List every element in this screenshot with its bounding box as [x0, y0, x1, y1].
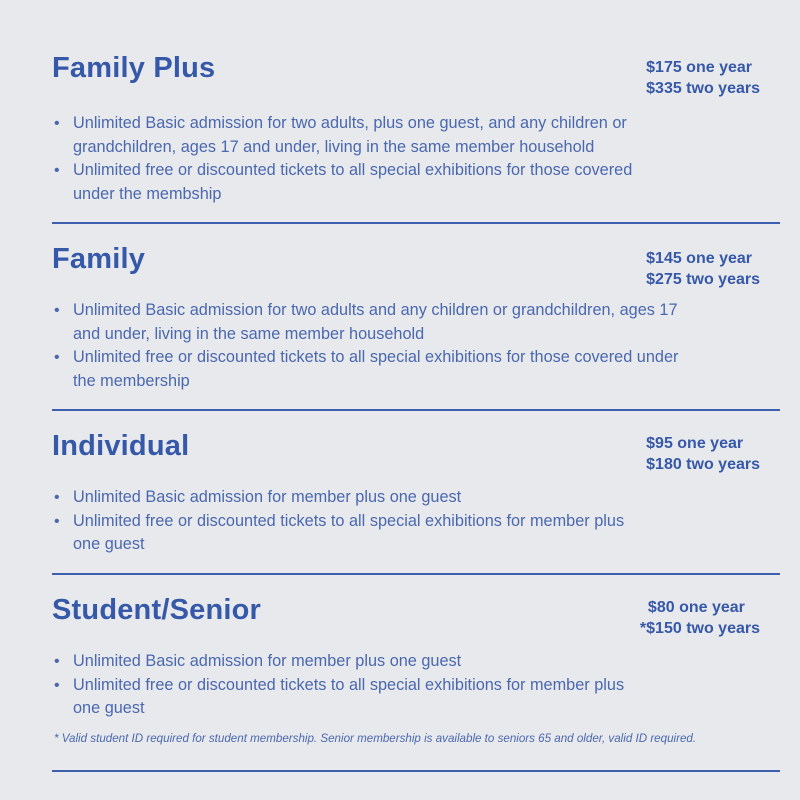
bullet-icon: •: [54, 676, 60, 694]
benefit-line: grandchildren, ages 17 and under, living in the same member household: [73, 137, 595, 156]
price-one-year: $80 one year: [647, 599, 745, 616]
price-two-years: $275 two years: [646, 271, 760, 288]
price-two-years: $335 two years: [646, 80, 760, 97]
benefit-list: [52, 299, 757, 393]
section-divider: [52, 770, 780, 772]
tier-title: Individual: [52, 430, 190, 462]
benefit-line: Unlimited Basic admission for member plus one guest: [73, 488, 462, 506]
benefit-item: [52, 346, 757, 393]
benefit-line: and under, living in the same member household: [73, 324, 425, 343]
bullet-icon: •: [54, 302, 60, 319]
benefit-list: [52, 112, 757, 206]
price-two-years: *$150 two years: [639, 620, 760, 637]
section-divider: [52, 222, 780, 224]
benefit-line: Unlimited Basic admission for two adults, plus one guest, and any children or: [73, 114, 627, 132]
benefit-line: Unlimited free or discounted tickets to all special exhibitions for those covered: [73, 161, 633, 179]
benefit-list: [52, 486, 757, 557]
benefit-line: one guest: [73, 535, 145, 553]
benefit-line: one guest: [73, 699, 145, 717]
tier-prices: [640, 597, 760, 639]
benefit-item: [52, 112, 757, 159]
tier-title: Student/Senior: [52, 594, 262, 626]
bullet-icon: •: [54, 349, 60, 366]
benefit-item: [52, 674, 757, 721]
benefit-line: Unlimited Basic admission for member plus one guest: [73, 652, 462, 670]
price-two-years: $180 two years: [646, 456, 760, 473]
benefit-line: the membership: [73, 371, 190, 390]
benefit-list: [52, 650, 757, 721]
benefit-item: [52, 159, 757, 206]
benefit-line: under the membship: [73, 184, 222, 203]
benefit-line: Unlimited free or discounted tickets to all special exhibitions for member plus: [73, 675, 625, 694]
section-divider: [52, 409, 780, 411]
bullet-icon: •: [54, 512, 60, 530]
price-one-year: $175 one year: [646, 59, 752, 76]
bullet-icon: •: [54, 489, 60, 506]
benefit-line: Unlimited Basic admission for two adults and any children or grandchildren, ages 17: [73, 301, 678, 319]
bullet-icon: •: [54, 162, 60, 179]
tier-prices: [646, 433, 760, 475]
benefit-line: Unlimited free or discounted tickets to all special exhibitions for those covered under: [73, 348, 679, 366]
price-one-year: $145 one year: [646, 250, 752, 267]
bullet-icon: •: [54, 115, 60, 132]
bullet-icon: •: [54, 653, 60, 670]
benefit-item: [52, 510, 757, 557]
footnote: * Valid student ID required for student membership. Senior membership is available to seniors 65 and older, valid ID required.: [54, 732, 697, 745]
benefit-item: [52, 486, 757, 510]
section-divider: [52, 573, 780, 575]
tier-prices: [646, 248, 760, 290]
tier-prices: [646, 57, 760, 99]
tier-title: Family: [52, 243, 146, 275]
benefit-item: [52, 299, 757, 346]
price-one-year: $95 one year: [646, 435, 744, 452]
benefit-line: Unlimited free or discounted tickets to all special exhibitions for member plus: [73, 511, 625, 530]
benefit-item: [52, 650, 757, 674]
tier-title: Family Plus: [52, 52, 216, 84]
